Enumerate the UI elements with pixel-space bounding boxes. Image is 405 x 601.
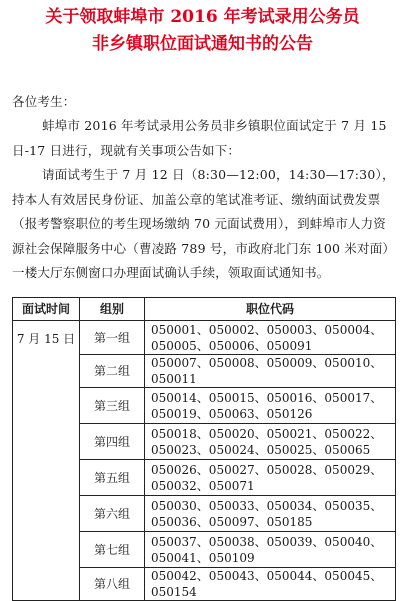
interview-date: 7 月 15 日 — [13, 321, 80, 601]
paragraph-instructions: 请面试考生于 7 月 12 日（8:30—12:00，14:30—17:30），持本人有效居民身份证、加盖公章的笔试准考证、缴纳面试费发票（报考警察职位的考生现场缴纳 70 元面试费用），到蚌埠市人力资源社会保障服务中心（曹凌路 789 号，市政府北门东 100 米对面）一楼大厅东侧窗口办理面试确认手续，领取面试通知书。 — [12, 167, 396, 280]
header-interview-time: 面试时间 — [13, 298, 80, 321]
table-header-row — [13, 298, 396, 321]
group-name: 第三组 — [80, 388, 145, 424]
group-name: 第二组 — [80, 355, 145, 388]
interview-schedule-table — [12, 297, 396, 601]
title-line-1: 关于领取蚌埠市 2016 年考试录用公务员 — [45, 7, 360, 27]
group-name: 第七组 — [80, 532, 145, 568]
group-name: 第四组 — [80, 424, 145, 460]
paragraph-intro: 蚌埠市 2016 年考试录用公务员非乡镇职位面试定于 7 月 15 日-17 日进行，现就有关事项公告如下： — [12, 118, 387, 158]
title-line-2: 非乡镇职位面试通知书的公告 — [92, 34, 313, 54]
table-row — [13, 321, 396, 355]
position-codes: 050001、050002、050003、050004、050005、050006、050091 — [145, 321, 396, 355]
salutation: 各位考生： — [12, 94, 76, 109]
position-codes: 050026、050027、050028、050029、050032、050071 — [145, 460, 396, 496]
group-name: 第一组 — [80, 321, 145, 355]
position-codes: 050007、050008、050009、050010、050011 — [145, 355, 396, 388]
position-codes: 050042、050043、050044、050045、050154 — [145, 568, 396, 601]
group-name: 第五组 — [80, 460, 145, 496]
position-codes: 050014、050015、050016、050017、050019、050063、050126 — [145, 388, 396, 424]
position-codes: 050018、050020、050021、050022、050023、050024、050025、050065 — [145, 424, 396, 460]
header-group: 组别 — [80, 298, 145, 321]
group-name: 第六组 — [80, 496, 145, 532]
group-name: 第八组 — [80, 568, 145, 601]
position-codes: 050037、050038、050039、050040、050041、050109 — [145, 532, 396, 568]
header-position-code: 职位代码 — [145, 298, 396, 321]
position-codes: 050030、050033、050034、050035、050036、050097、050185 — [145, 496, 396, 532]
